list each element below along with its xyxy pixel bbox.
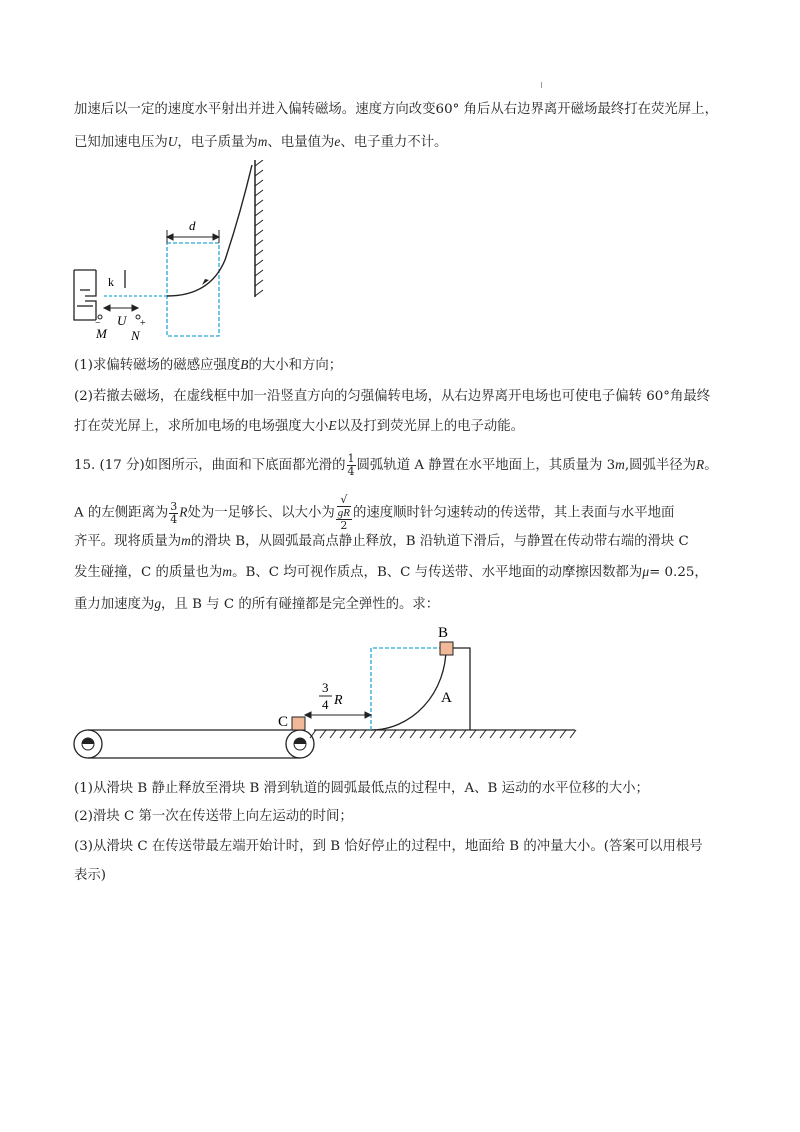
- symbol-E: E: [328, 418, 337, 433]
- symbol-B: B: [240, 357, 249, 372]
- q15-text: 重力加速度为: [74, 597, 155, 612]
- frac-num: √ gR: [337, 493, 350, 519]
- q15-text: 处为一足够长、以大小为: [187, 505, 335, 521]
- frac-den: 4: [170, 512, 178, 526]
- symbol-g: g: [154, 596, 162, 611]
- label-B: B: [438, 625, 449, 641]
- q14-part-1-text: 的大小和方向；: [248, 358, 343, 373]
- q15-text: 。: [704, 458, 718, 473]
- q15-text: 。B、C 均可视作质点，B、C 与传送带、水平地面的动摩擦因数都为: [232, 565, 643, 580]
- label-frac-den: 4: [322, 697, 329, 712]
- q14-text: 、电子重力不计。: [340, 135, 448, 150]
- q14-part-2-text: 以及打到荧光屏上的电子动能。: [336, 419, 525, 434]
- fraction-sqrt-gR-over-2: [336, 494, 352, 532]
- q15-line-2: [74, 494, 674, 532]
- q15-line-3: [74, 531, 689, 552]
- sqrt-content: gR: [337, 507, 350, 519]
- fraction-one-quarter: [347, 453, 356, 478]
- arc-track-A: [371, 648, 470, 730]
- q15-part-3-line-1: [74, 837, 703, 857]
- q15-text: ,圆弧半径为: [624, 458, 697, 473]
- minus-sign: −: [95, 318, 101, 329]
- symbol-m: m: [257, 134, 268, 149]
- symbol-R: R: [179, 504, 188, 520]
- figure-magnetic-deflection: [60, 160, 300, 350]
- symbol-e: e: [334, 134, 341, 149]
- label-M: M: [96, 326, 107, 341]
- block-B: [440, 642, 453, 655]
- q15-part-2-text: (2)滑块 C 第一次在传送带上向左运动的时间；: [74, 809, 353, 824]
- label-frac-num: 3: [322, 680, 329, 695]
- q14-line-1: [74, 100, 718, 120]
- q15-text: ，且 B 与 C 的所有碰撞都是完全弹性的。求：: [161, 597, 440, 612]
- top-mark: [541, 82, 542, 88]
- symbol-R: R: [696, 457, 705, 472]
- q15-text: 发生碰撞，C 的质量也为: [74, 565, 223, 580]
- label-N: N: [131, 328, 140, 343]
- q15-part-2: [74, 807, 353, 827]
- q15-part-3-line-2: [74, 866, 106, 886]
- q14-part-1: [74, 355, 342, 376]
- q15-line-1: [74, 453, 718, 478]
- q15-text: = 0.25，: [649, 565, 708, 580]
- frac-num: 3: [170, 499, 178, 513]
- fraction-three-quarters: [169, 501, 178, 526]
- conveyor-belt: [74, 730, 314, 758]
- q14-text: 、电量值为: [267, 135, 335, 150]
- q14-line-2: [74, 132, 447, 153]
- frac-num: 1: [347, 452, 355, 465]
- q15-text: 齐平。现将质量为: [74, 534, 182, 549]
- electron-trajectory: [167, 165, 252, 296]
- q15-part-3-text: (3)从滑块 C 在传送带最左端开始计时，到 B 恰好停止的过程中，地面给 B 的冲量大小。(答案可以用根号: [74, 839, 703, 854]
- q14-line-1-text: 加速后以一定的速度水平射出并进入偏转磁场。速度方向改变60° 角后从右边界离开磁场最终打在荧光屏上，: [74, 102, 718, 117]
- label-A: A: [441, 690, 452, 706]
- dashed-guide: [371, 648, 446, 730]
- q14-text: 已知加速电压为: [74, 135, 168, 150]
- frac-den: 4: [347, 465, 355, 478]
- label-R: R: [334, 693, 343, 708]
- frac-den: 2: [340, 519, 348, 532]
- left-pulley-icon: [82, 738, 94, 750]
- q14-text: ，电子质量为: [177, 135, 258, 150]
- q14-part-2-text: 打在荧光屏上，求所加电场的电场强度大小: [74, 419, 329, 434]
- label-k: k: [108, 275, 114, 289]
- q14-part-2-line-1: [74, 387, 710, 407]
- q15-part-3-text: 表示): [74, 868, 107, 883]
- symbol-mu: μ: [642, 564, 650, 579]
- q15-text: A 的左侧距离为: [74, 505, 169, 521]
- right-pulley-icon: [294, 738, 306, 750]
- q15-text: 15. (17 分)如图所示，曲面和下底面都光滑的: [74, 458, 346, 473]
- symbol-m: m: [615, 457, 625, 472]
- ground-hatching: [310, 730, 576, 738]
- field-region-box: [167, 243, 219, 336]
- symbol-U: U: [167, 134, 178, 149]
- q15-line-5: [74, 594, 439, 615]
- plus-sign: +: [140, 318, 146, 329]
- q15-part-1-text: (1)从滑块 B 静止释放至滑块 B 滑到轨道的圆弧最低点的过程中，A、B 运动的水平位移的大小；: [74, 781, 649, 796]
- label-C: C: [278, 714, 289, 730]
- figure-conveyor-and-arc-track: [70, 620, 580, 770]
- q14-part-2-text: (2)若撤去磁场，在虚线框中加一沿竖直方向的匀强偏转电场，从右边界离开电场也可使电子偏转 60°角最终: [74, 389, 711, 404]
- distance-arrow: [305, 712, 371, 718]
- q15-text: 的滑块 B，从圆弧最高点静止释放，B 沿轨道下滑后，与静置在传动带右端的滑块 C: [190, 534, 689, 549]
- q15-text: 圆弧轨道 A 静置在水平地面上，其质量为 3: [356, 458, 616, 473]
- label-U: U: [117, 313, 127, 328]
- symbol-m: m: [181, 533, 191, 548]
- q15-part-1: [74, 779, 649, 799]
- q15-text: 的速度顺时针匀速转动的传送带，其上表面与水平地面: [353, 505, 675, 521]
- q15-line-4: [74, 562, 708, 583]
- block-C: [292, 717, 305, 730]
- q14-part-1-text: (1)求偏转磁场的磁感应强度: [74, 358, 241, 373]
- symbol-m: m: [222, 564, 233, 579]
- q14-part-2-line-2: [74, 416, 524, 437]
- screen-hatching: [255, 160, 263, 296]
- label-d: d: [189, 218, 196, 233]
